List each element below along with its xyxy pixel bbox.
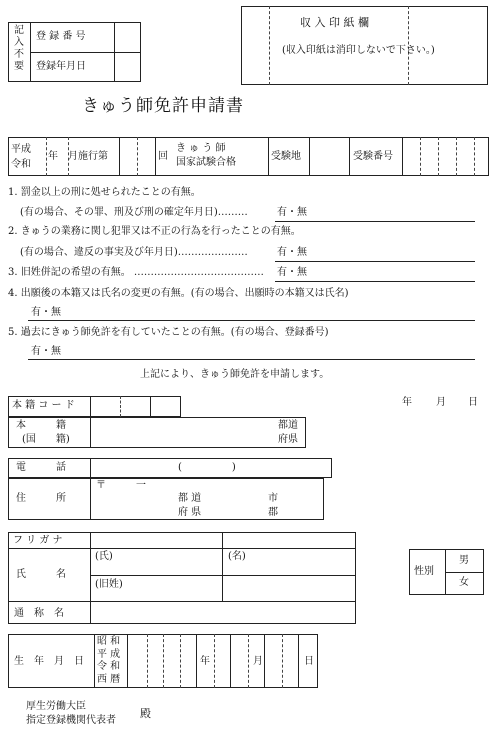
exam-kai: 回 bbox=[158, 151, 168, 162]
mei-label: (名) bbox=[228, 551, 246, 562]
era-showa[interactable]: 昭 和 bbox=[97, 636, 121, 647]
gender-label: 性別 bbox=[414, 566, 434, 577]
honseki-code-field[interactable] bbox=[91, 397, 180, 416]
postal-code[interactable]: 〒 一 bbox=[96, 480, 146, 491]
exam-date-text: 年 月施行第 bbox=[48, 151, 108, 162]
exam-number-field[interactable] bbox=[403, 138, 488, 175]
honseki-field[interactable] bbox=[91, 418, 276, 447]
era-heisei: 平成 bbox=[11, 144, 31, 155]
question-4-answer[interactable]: 有・無 bbox=[31, 307, 61, 318]
declaration: 上記により、きゅう師免許を申請します。 bbox=[140, 369, 330, 380]
address-shi: 市 bbox=[268, 493, 278, 504]
question-2-answer[interactable]: 有・無 bbox=[277, 247, 307, 258]
footer-minister: 厚生労働大臣 bbox=[26, 701, 86, 712]
phone-label: 電 話 bbox=[16, 462, 66, 473]
reg-number-label: 登 録 番 号 bbox=[36, 31, 86, 42]
stamp-title: 収 入 印 紙 欄 bbox=[300, 16, 369, 29]
question-3-answer[interactable]: 有・無 bbox=[277, 267, 307, 278]
birth-year-label: 年 bbox=[200, 656, 210, 667]
question-5-answer[interactable]: 有・無 bbox=[31, 346, 61, 357]
apply-month: 月 bbox=[436, 397, 446, 408]
kyusei-label: (旧姓) bbox=[95, 579, 123, 590]
birth-day-label: 日 bbox=[304, 656, 314, 667]
kokuseki-label: (国 籍) bbox=[22, 434, 70, 445]
address-gun: 郡 bbox=[268, 507, 278, 518]
footer-dono: 殿 bbox=[140, 707, 151, 720]
question-2: 2. きゅうの業務に関し犯罪又は不正の行為を行ったことの有無。 bbox=[8, 226, 301, 237]
exam-site-field[interactable] bbox=[310, 138, 348, 175]
honseki-todo: 都道 bbox=[278, 420, 298, 431]
exam-number-label: 受験番号 bbox=[353, 151, 393, 162]
gender-male[interactable]: 男 bbox=[459, 555, 469, 566]
furigana-field[interactable] bbox=[91, 533, 355, 547]
reg-date-field[interactable] bbox=[115, 53, 140, 81]
side-label-fuyou: 記 入 不 要 bbox=[14, 25, 24, 72]
exam-name-line2: 国家試験合格 bbox=[176, 157, 236, 168]
birth-month-label: 月 bbox=[253, 656, 263, 667]
question-2-sub: (有の場合、違反の事実及び年月日)………………… bbox=[20, 247, 248, 258]
era-seireki[interactable]: 西 暦 bbox=[97, 673, 121, 685]
honseki-code-label: 本 籍 コ ー ド bbox=[12, 400, 75, 411]
reg-date-label: 登録年月日 bbox=[36, 61, 86, 72]
name-label: 氏 名 bbox=[16, 569, 66, 580]
question-4: 4. 出願後の本籍又は氏名の変更の有無。(有の場合、出願時の本籍又は氏名) bbox=[8, 288, 349, 299]
address-fuken: 府 県 bbox=[178, 507, 202, 518]
apply-day: 日 bbox=[468, 397, 478, 408]
tsusho-label: 通 称 名 bbox=[14, 608, 64, 619]
question-1: 1. 罰金以上の刑に処せられたことの有無。 bbox=[8, 187, 201, 198]
birth-era-list[interactable] bbox=[97, 636, 120, 686]
question-3: 3. 旧姓併記の希望の有無。 ………………………………… bbox=[8, 267, 264, 278]
apply-year: 年 bbox=[402, 397, 412, 408]
honseki-label: 本 籍 bbox=[16, 420, 66, 431]
honseki-fuken: 府県 bbox=[278, 434, 298, 445]
question-1-answer[interactable]: 有・無 bbox=[277, 207, 307, 218]
birthdate-label: 生 年 月 日 bbox=[14, 656, 84, 667]
form-title: きゅう師免許申請書 bbox=[82, 96, 244, 116]
exam-name-line1: き ゅ う 師 bbox=[176, 143, 226, 154]
furigana-label: フ リ ガ ナ bbox=[13, 535, 63, 546]
question-1-sub: (有の場合、その罪、刑及び刑の確定年月日)……… bbox=[20, 207, 248, 218]
era-reiwa-birth[interactable]: 令 和 bbox=[97, 661, 121, 672]
reg-number-field[interactable] bbox=[115, 23, 140, 52]
era-reiwa: 令和 bbox=[11, 159, 31, 170]
tsusho-field[interactable] bbox=[91, 602, 355, 623]
stamp-note: (収入印紙は消印しないで下さい。) bbox=[282, 45, 435, 56]
phone-paren[interactable]: ( ) bbox=[178, 462, 236, 473]
gender-female[interactable]: 女 bbox=[459, 577, 469, 588]
footer-representative: 指定登録機関代表者 bbox=[26, 715, 116, 726]
exam-site-label: 受験地 bbox=[271, 151, 301, 162]
address-label: 住 所 bbox=[16, 493, 66, 504]
address-todo: 都 道 bbox=[178, 493, 202, 504]
sei-label: (氏) bbox=[95, 551, 113, 562]
era-heisei-birth[interactable]: 平 成 bbox=[97, 648, 121, 660]
question-5: 5. 過去にきゅう師免許を有していたことの有無。(有の場合、登録番号) bbox=[8, 327, 329, 338]
